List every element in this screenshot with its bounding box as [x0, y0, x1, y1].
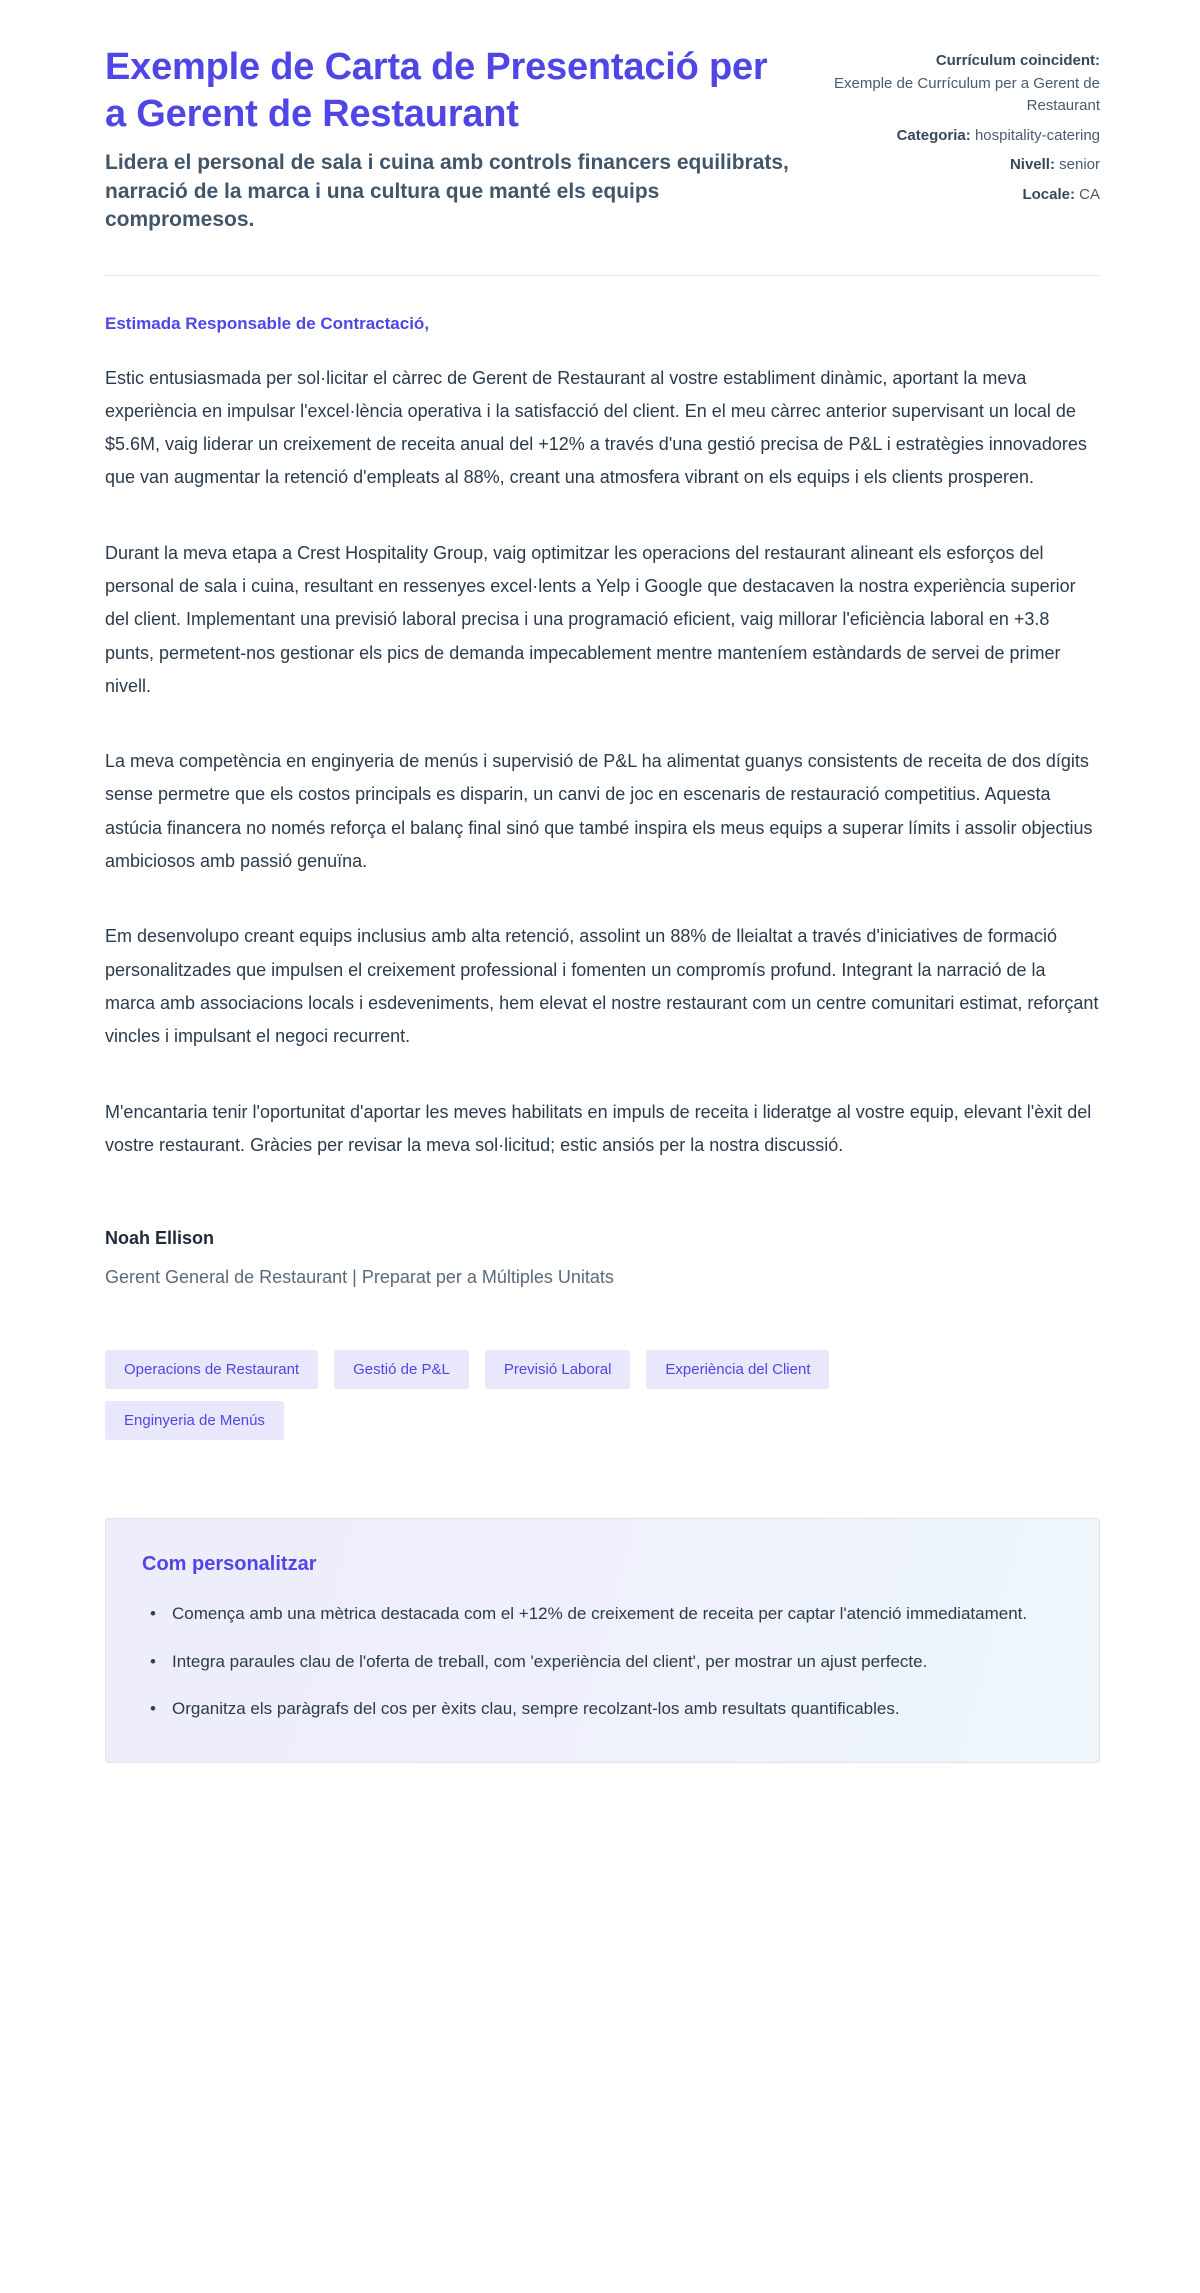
skill-tag[interactable]: Enginyeria de Menús — [105, 1401, 284, 1440]
page-title: Exemple de Carta de Presentació per a Gerent de Restaurant — [105, 46, 768, 135]
meta-locale — [830, 184, 1100, 207]
document-header — [105, 44, 1100, 235]
signature-block — [105, 1228, 1100, 1288]
callout-list-item: • Comença amb una mètrica destacada com el +12% de creixement de receita per captar l'atenció immediatament. — [166, 1598, 1059, 1629]
letter-paragraph: La meva competència en enginyeria de menús i supervisió de P&L ha alimentat guanys consistents de receita de dos dígits sense permetre que els costos principals es disparin, un canvi de joc en escenaris de restauració competitius. Aquesta astúcia financera no només reforça el balanç final sinó que també inspira els meus equips a superar límits i assolir objectius ambiciosos amb passió genuïna. — [105, 751, 1093, 872]
skill-tag-list — [105, 1350, 935, 1440]
letter-paragraph: Durant la meva etapa a Crest Hospitality Group, vaig optimitzar les operacions del restaurant alineant els esforços del personal de sala i cuina, resultant en ressenyes excel·lents a Yelp i Google que destacaven la nostra experiència superior del client. Implementant una previsió laboral precisa i una programació eficient, vaig millorar l'eficiència laboral en +3.8 punts, permetent-nos gestionar els pics de demanda impecablement mentre manteníem estàndards de servei de primer nivell. — [105, 542, 1076, 696]
meta-matching-resume-label: Currículum coincident: — [935, 52, 1100, 69]
callout-list — [142, 1598, 1059, 1724]
signature-role: Gerent General de Restaurant | Preparat per a Múltiples Unitats — [105, 1267, 614, 1288]
meta-matching-resume — [830, 50, 1100, 118]
letter-paragraph: Em desenvolupo creant equips inclusius amb alta retenció, assolint un 88% de lleialtat a través d'iniciatives de formació personalitzades que impulsen el creixement professional i fomenten un compromís profund. Integrant la narració de la marca amb associacions locals i esdeveniments, hem elevat el nostre restaurant com un centre comunitari estimat, reforçant vincles i impulsant el negoci recurrent. — [105, 926, 1099, 1047]
skill-tag[interactable]: Experiència del Client — [646, 1350, 829, 1389]
meta-locale-label: Locale: — [1022, 185, 1075, 203]
skill-tag[interactable]: Gestió de P&L — [334, 1350, 469, 1389]
meta-level-label: Nivell: — [1009, 156, 1055, 173]
callout-title: Com personalitzar — [142, 1553, 317, 1576]
header-divider — [105, 275, 1100, 276]
letter-body — [105, 362, 1100, 1163]
meta-level-value: senior — [1059, 156, 1100, 173]
letter-paragraph: Estic entusiasmada per sol·licitar el càrrec de Gerent de Restaurant al vostre establiment dinàmic, aportant la meva experiència en impulsar l'excel·lència operativa i la satisfacció del client. En el meu càrrec anterior supervisant un local de $5.6M, vaig liderar un creixement de receita anual del +12% a través d'una gestió precisa de P&L i estratègies innovadores que van augmentar la retenció d'empleats al 88%, creant una atmosfera vibrant on els equips i els clients prosperen. — [105, 367, 1087, 488]
skill-tag[interactable]: Operacions de Restaurant — [105, 1350, 318, 1389]
page-subtitle: Lidera el personal de sala i cuina amb controls financers equilibrats, narració de la marca i una cultura que manté els equips compromesos. — [105, 151, 789, 232]
header-left-column — [105, 44, 790, 235]
signature-name: Noah Ellison — [105, 1228, 215, 1249]
document-metadata — [830, 44, 1100, 208]
letter-paragraph: M'encantaria tenir l'oportunitat d'aportar les meves habilitats en impuls de receita i lideratge al vostre equip, elevant l'èxit del vostre restaurant. Gràcies per revisar la meva sol·licitud; estic ansiós per la nostra discussió. — [105, 1101, 1092, 1155]
skill-tag[interactable]: Previsió Laboral — [485, 1350, 631, 1389]
meta-category — [830, 125, 1100, 148]
meta-category-label: Categoria: — [896, 126, 971, 144]
how-to-customize-callout — [105, 1518, 1100, 1763]
meta-locale-value: CA — [1079, 185, 1100, 203]
meta-category-value: hospitality-catering — [974, 126, 1100, 144]
callout-list-item: • Organitza els paràgrafs del cos per èxits clau, sempre recolzant-los amb resultats quantificables. — [166, 1693, 1059, 1724]
meta-matching-resume-value[interactable]: Exemple de Currículum per a Gerent de Restaurant — [834, 74, 1100, 114]
callout-list-item: • Integra paraules clau de l'oferta de treball, com 'experiència del client', per mostrar un ajust perfecte. — [166, 1646, 1059, 1677]
letter-salutation: Estimada Responsable de Contractació, — [105, 313, 430, 333]
meta-level — [830, 154, 1100, 177]
